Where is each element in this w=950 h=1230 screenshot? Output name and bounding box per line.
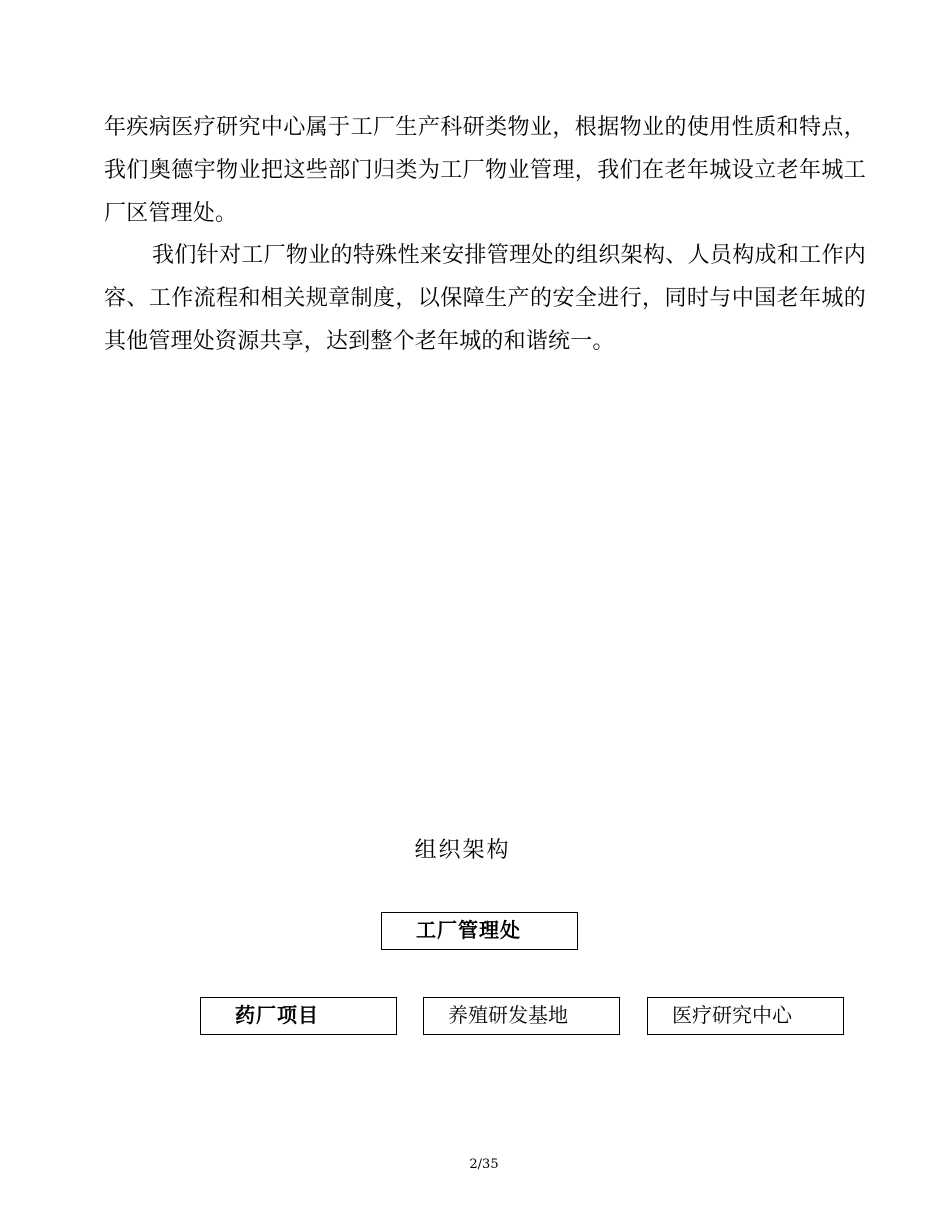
org-node-factory-management-office: 工厂管理处 bbox=[381, 912, 578, 950]
body-paragraph-1: 年疾病医疗研究中心属于工厂生产科研类物业，根据物业的使用性质和特点，我们奥德宇物业把这些部门归类为工厂物业管理，我们在老年城设立老年城工厂区管理处。 bbox=[104, 115, 866, 226]
org-chart-title: 组织架构 bbox=[414, 838, 511, 863]
body-paragraph-2: 我们针对工厂物业的特殊性来安排管理处的组织架构、人员构成和工作内容、工作流程和相关规章制度，以保障生产的安全进行，同时与中国老年城的其他管理处资源共享，达到整个老年城的和谐统一。 bbox=[104, 243, 866, 354]
org-node-breeding-rd-base: 养殖研发基地 bbox=[423, 997, 620, 1035]
page-number: 2/35 bbox=[469, 1157, 499, 1172]
org-node-medical-research-center: 医疗研究中心 bbox=[647, 997, 844, 1035]
org-node-pharmaceutical-project: 药厂项目 bbox=[200, 997, 397, 1035]
